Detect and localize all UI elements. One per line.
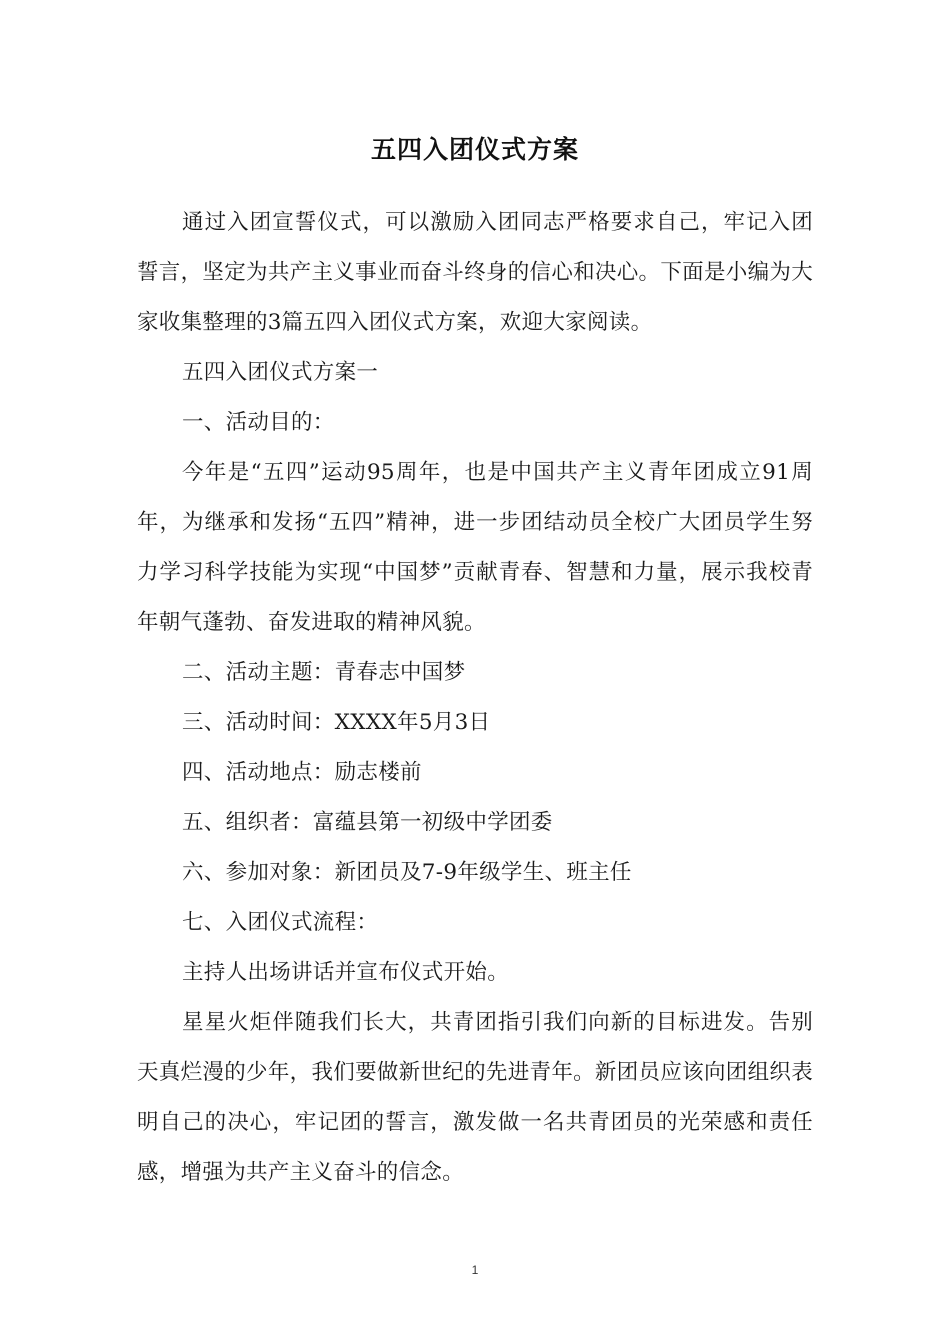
paragraph-process-heading: 七、入团仪式流程：	[182, 910, 379, 935]
page-number: 1	[471, 1263, 479, 1277]
paragraph-organizer: 五、组织者：富蕴县第一初级中学团委	[182, 810, 553, 835]
paragraph-time: 三、活动时间：XXXX年5月3日	[182, 710, 491, 735]
paragraph-host-opening: 主持人出场讲话并宣布仪式开始。	[182, 960, 510, 985]
paragraph-participants: 六、参加对象：新团员及7-9年级学生、班主任	[182, 860, 632, 885]
paragraph-plan-one-heading: 五四入团仪式方案一	[182, 360, 379, 385]
paragraph-location: 四、活动地点：励志楼前	[182, 760, 422, 785]
document-title: 五四入团仪式方案	[370, 135, 579, 164]
paragraph-host-speech: 星星火炬伴随我们长大，共青团指引我们向新的目标进发。告别天真烂漫的少年，我们要做新世纪的先进青年。新团员应该向团组织表明自己的决心，牢记团的誓言，激发做一名共青团员的光荣感和责任感，增强为共产主义奋斗的信念。	[137, 1010, 813, 1185]
paragraph-theme: 二、活动主题：青春志中国梦	[182, 660, 466, 685]
paragraph-purpose-text: 今年是“五四”运动95周年，也是中国共产主义青年团成立91周年，为继承和发扬“五四”精神，进一步团结动员全校广大团员学生努力学习科学技能为实现“中国梦”贡献青春、智慧和力量，展示我校青年朝气蓬勃、奋发进取的精神风貌。	[137, 460, 813, 635]
paragraph-intro: 通过入团宣誓仪式，可以激励入团同志严格要求自己，牢记入团誓言，坚定为共产主义事业而奋斗终身的信心和决心。下面是小编为大家收集整理的3篇五四入团仪式方案，欢迎大家阅读。	[137, 210, 813, 335]
paragraph-purpose-heading: 一、活动目的：	[182, 410, 335, 435]
document-body	[137, 198, 813, 1198]
